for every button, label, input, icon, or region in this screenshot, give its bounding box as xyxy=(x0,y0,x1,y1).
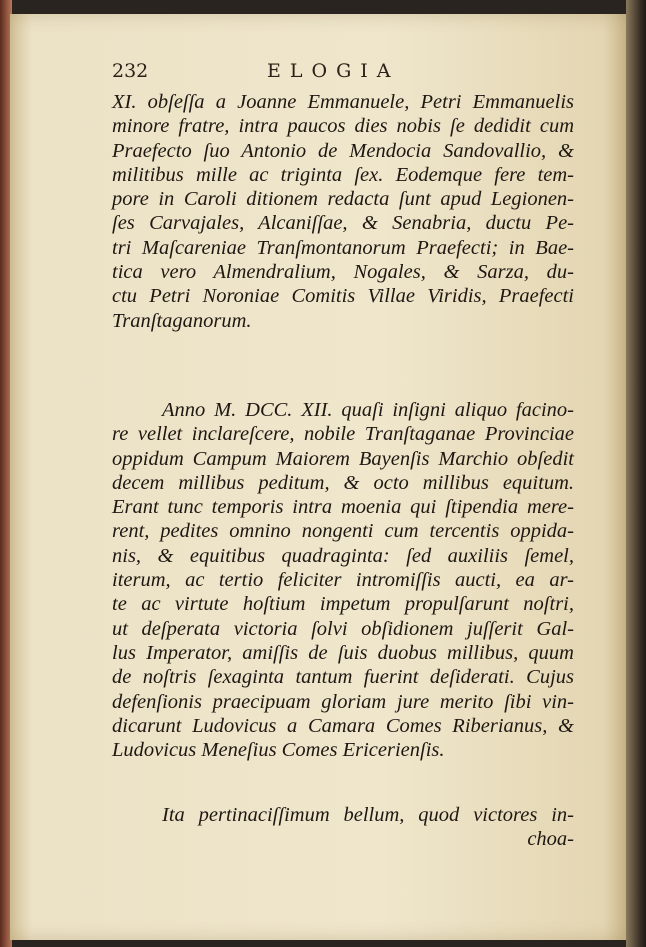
text-line: te ac virtute hoſtium impetum propulſarunt noſtri, xyxy=(112,593,574,616)
running-title: ELOGIA xyxy=(267,60,400,82)
text-line: decem millibus peditum, & octo millibus equitum. xyxy=(112,471,574,494)
paragraph-1 xyxy=(112,90,574,333)
text-line: ſes Carvajales, Alcaniſſae, & Senabria, ductu Pe- xyxy=(112,212,574,235)
text-line: nis, & equitibus quadraginta: ſed auxiliis ſemel, xyxy=(112,544,574,567)
text-line: Erant tunc temporis intra moenia qui ſtipendia mere- xyxy=(112,496,574,519)
text-line: Ludovicus Meneſius Comes Ericerienſis. xyxy=(112,739,445,762)
paragraph-3 xyxy=(112,803,574,852)
paragraph-2 xyxy=(112,398,574,762)
text-line: pore in Caroli ditionem redacta ſunt apud Legionen- xyxy=(112,188,574,211)
text-line: dicarunt Ludovicus a Camara Comes Riberianus, & xyxy=(112,714,574,737)
text-line: defenſionis praecipuam gloriam jure merito ſibi vin- xyxy=(112,690,574,713)
text-line: Tranſtaganorum. xyxy=(112,309,252,332)
book-spine xyxy=(626,0,646,947)
text-line: de noſtris ſexaginta tantum fuerint deſiderati. Cujus xyxy=(112,666,574,689)
page-header xyxy=(112,58,572,88)
text-line: re vellet inclareſcere, nobile Tranſtaganae Provinciae xyxy=(112,423,574,446)
text-line: tica vero Almendralium, Nogales, & Sarza, du- xyxy=(112,261,574,284)
text-line: tri Maſcareniae Tranſmontanorum Praefecti; in Bae- xyxy=(112,236,574,259)
page-number: 232 xyxy=(112,60,149,82)
text-line: minore fratre, intra paucos dies nobis ſe dedidit cum xyxy=(112,115,574,138)
text-line: Ita pertinaciſſimum bellum, quod victores in- xyxy=(162,804,574,826)
text-line: lus Imperator, amiſſis de ſuis duobus millibus, quum xyxy=(112,641,574,664)
text-line: Anno M. DCC. XII. quaſi inſigni aliquo facino- xyxy=(162,399,574,421)
text-line: ctu Petri Noroniae Comitis Villae Viridis, Praefecti xyxy=(112,285,574,308)
text-line: militibus mille ac triginta ſex. Eodemque fere tem- xyxy=(112,163,574,186)
text-line: XI. obſeſſa a Joanne Emmanuele, Petri Emmanuelis xyxy=(112,91,574,113)
text-line: ut deſperata victoria ſolvi obſidionem juſſerit Gal- xyxy=(112,617,574,640)
text-line: Praefecto ſuo Antonio de Mendocia Sandovallio, & xyxy=(112,139,574,162)
text-line: iterum, ac tertio feliciter intromiſſis aucti, ea ar- xyxy=(112,569,574,592)
text-line: rent, pedites omnino nongenti cum tercentis oppida- xyxy=(112,520,574,543)
text-line: choa- xyxy=(527,828,574,851)
text-line: oppidum Campum Maiorem Bayenſis Marchio obſedit xyxy=(112,447,574,470)
